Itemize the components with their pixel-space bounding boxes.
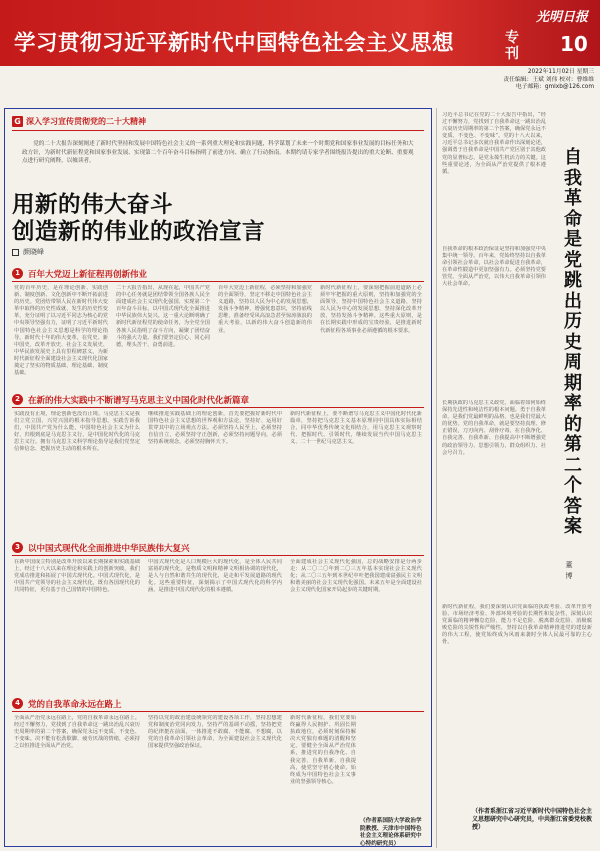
side-article-author: 董 博 [565,561,573,580]
section-rule-3 [12,555,424,556]
side-article-title: 自我革命是党跳出历史周期率的第二个答案 [564,147,582,537]
edition-email: 电子邮箱：gmlxb@126.com [515,84,594,90]
section-heading-4 [12,697,424,710]
section-number-3: 3 [12,542,23,553]
section-tag-label: 深入学习宣传贯彻党的二十大精神 [26,116,146,126]
section-title-2: 在新的伟大实践中不断谱写马克思主义中国化时代化新篇章 [28,395,250,406]
side-body-column: 新时代新征程，我们要深刻认识党面临的执政考验、改革开放考验、市场经济考验、外部环境考验的长期性和复杂性，深刻认识党面临的精神懈怠危险、能力不足危险、脱离群众危险、消极腐败危险的尖锐性和严峻性，坚持以自我革命精神推进党的建设新的伟大工程，使党始终成为风雨来袭时全体人民最可靠的主心骨。 [442,604,592,646]
section-tag-rule [12,130,424,131]
headline-line-1: 用新的伟大奋斗 [12,192,174,218]
section-title-4: 党的自我革命永远在路上 [28,699,122,710]
body-column: 继续推进实践基础上的理论创新，首先要把握好新时代中国特色社会主义思想的世界观和方法论，坚持好、运用好贯穿其中的立场观点方法。必须坚持人民至上，必须坚持自信自立，必须坚持守正创新，必须坚持问题导向，必须坚持系统观念，必须坚持胸怀天下。 [148,411,282,446]
body-column: 新时代新征程上，要深刻把握前进道路上必须牢牢把握的重大原则，坚持和加强党的全面领导，坚持中国特色社会主义道路，坚持以人民为中心的发展思想，坚持深化改革开放，坚持发扬斗争精神。这些重大原则，是在长期实践中形成的宝贵经验，是推进新时代新征程各项事业必须遵循的根本要求。 [320,285,422,334]
section-title-1: 百年大党迈上新征程再创新伟业 [28,269,148,280]
banner-title: 学习贯彻习近平新时代中国特色社会主义思想 [14,31,455,56]
section-heading-3 [12,541,424,554]
byline-box-icon [12,249,19,256]
section-heading-1 [12,267,424,280]
section-rule-2 [12,407,424,408]
section-title-3: 以中国式现代化全面推进中华民族伟大复兴 [28,543,190,554]
newspaper-logo: 光明日报 [536,10,589,25]
section-tag [12,114,146,128]
section-tag-icon: G [12,116,23,127]
body-column: 在新中国成立特别是改革开放以来长期探索和实践基础上，经过十八大以来在理论和实践上的创新突破，我们党成功推进和拓展了中国式现代化。中国式现代化，是中国共产党领导的社会主义现代化，既有各国现代化的共同特征，更有基于自己国情的中国特色。 [14,559,140,594]
body-column: 新时代新征程上，要不断谱写马克思主义中国化时代化新篇章，坚持把马克思主义基本原理同中国具体实际相结合、同中华优秀传统文化相结合，用马克思主义观察时代、把握时代、引领时代，继续发展当代中国马克思主义、二十一世纪马克思主义。 [290,411,422,446]
section-number-4: 4 [12,698,23,709]
banner [0,0,600,66]
body-column: 新时代新征程，我们党要始终赢得人民拥护、巩固长期执政地位，必须时刻保持解决大党独有难题的清醒和坚定。要健全全面从严治党体系，推进党的自我净化、自我完善、自我革新、自我提高，使党坚守初心使命，始终成为中国特色社会主义事业的坚强领导核心。 [290,715,356,785]
body-column: 全面建成社会主义现代化强国，总的战略安排是分两步走：从二〇二〇年到二〇三五年基本实现社会主义现代化；从二〇三五年到本世纪中叶把我国建成富强民主文明和谐美丽的社会主义现代化强国。未来五年是全面建设社会主义现代化国家开局起步的关键时期。 [290,559,422,594]
author-byline [12,247,44,257]
body-column: 党的百年历史，是在理论创新、实践创新、制度创新、文化创新中不断开拓前进的历史。党团结带领人民在新时代伟大变革中取得的历史性成就、发生的历史性变革，充分证明了以习近平同志为核心的党中央领导坚强有力，证明了习近平新时代中国特色社会主义思想是科学的理论指导。新时代十年的伟大变革，在党史、新中国史、改革开放史、社会主义发展史、中华民族发展史上具有里程碑意义，为新时代新征程全面建设社会主义现代化国家奠定了坚实的物质基础、理论基础、制度基础。 [14,285,108,377]
edition-editors: 责任编辑：王斌 刘伟 校对：曹维维 [503,76,594,83]
section-rule-1 [12,281,424,282]
side-body-column: 自我革命的根本政治保证是坚持和加强党中央集中统一领导。百年来，党始终坚持以自我革命引领社会革命，以社会革命促进自我革命，在革命性锻造中更加坚强有力。必须坚持党要管党、全面从严治党，以伟大自我革命引领伟大社会革命。 [442,246,546,288]
side-article-author-note: （作者系浙江省习近平新时代中国特色社会主义思想研究中心研究员，中共浙江省委党校教授） [472,808,593,831]
author-note-box: （作者系国防大学政治学院教授、天津市中国特色社会主义理论体系研究中心特约研究员） [360,818,422,847]
section-heading-2 [12,393,424,406]
side-body-column: 习近平总书记在党的二十大报告中指出，“经过不懈努力，党找到了自我革命这一跳出治乱兴衰历史周期率的第二个答案，确保党永远不变质、不变色、不变味”。党的十八大以来，习近平总书记多次就自我革命作出深刻论述，强调勇于自我革命是中国共产党区别于其他政党的显著标志，是党永葆生机活力的关键。这些重要论述，为全面从严治党提供了根本遵循。 [442,112,546,175]
column-divider [436,108,437,848]
headline-line-2: 创造新的伟业的政治宣言 [12,219,266,245]
side-body-column: 长期执政的马克思主义政党，面临着如何始终保持先进性和纯洁性的根本问题。勇于自我革命，是我们党最鲜明的品格，也是我们党最大的优势。党的自我革命，就是要坚持真理、修正错误，刀刃向内、刮骨疗毒，在自我净化、自我完善、自我革新、自我提高中不断增强党的政治领导力、思想引领力、群众组织力、社会号召力。 [442,400,546,456]
body-column: 全面从严治党永远在路上，党的自我革命永远在路上。经过不懈努力，党找到了自我革命这一跳出治乱兴衰历史周期率的第二个答案，确保党永远不变质、不变色、不变味。决不能有松劲歇脚、疲劳厌战的情绪，必须持之以恒推进全面从严治党。 [14,715,140,750]
author-name: 颜晓峰 [23,248,44,256]
body-column: 二十大报告指出，从现在起，中国共产党的中心任务就是团结带领全国各族人民全面建成社会主义现代化强国、实现第二个百年奋斗目标，以中国式现代化全面推进中华民族伟大复兴。这一重大论断明确了新时代新征程党的使命任务，为全党全国各族人民指明了奋斗方向，凝聚了团结奋斗的强大力量。我们要坚定信心、同心同德，埋头苦干、奋勇前进。 [116,285,210,348]
section-rule-4 [12,711,424,712]
edition-meta [422,69,594,92]
banner-special-label: 专刊 [505,30,519,62]
edition-date: 2022年11月02日 星期三 [527,69,594,75]
body-column: 坚持以党的政治建设统领党的建设各项工作，坚持思想建党和制度治党同向发力，坚持严的基调不动摇，坚持把党的纪律挺在前面，一体推进不敢腐、不能腐、不想腐，以党的自我革命引领社会革命，为全面建设社会主义现代化国家提供坚强政治保证。 [148,715,282,750]
body-column: 实践没有止境，理论创新也没有止境。马克思主义是我们立党立国、兴党兴国的根本指导思想。实践告诉我们，中国共产党为什么能，中国特色社会主义为什么好，归根到底是马克思主义行，是中国化时代化的马克思主义行。拥有马克思主义科学理论指导是我们党坚定信仰信念、把握历史主动的根本所在。 [14,411,140,453]
section-number-1: 1 [12,268,23,279]
body-column: 中国式现代化是人口规模巨大的现代化，是全体人民共同富裕的现代化，是物质文明和精神文明相协调的现代化，是人与自然和谐共生的现代化，是走和平发展道路的现代化。这些重要特征，深刻揭示了中国式现代化的科学内涵，是推进中国式现代化的根本遵循。 [148,559,282,594]
page-number: 10 [560,32,588,56]
section-number-2: 2 [12,394,23,405]
body-column: 百年大党迈上新征程，必须坚持和加强党的全面领导，坚定不移走中国特色社会主义道路，坚持以人民为中心的发展思想，发扬斗争精神，增强忧患意识，坚持底线思维，准备经受风高浪急甚至惊涛骇浪的重大考验，以新的伟大奋斗创造新的伟业。 [218,285,312,334]
lead-paragraph: 党的二十大报告深刻阐述了新时代坚持和发展中国特色社会主义的一系列重大理论和实践问题，科学谋划了未来一个时期党和国家事业发展的目标任务和大政方针，为新时代新征程党和国家事业发展、实现第二个百年奋斗目标指明了前进方向、确立了行动指南。本期约请专家学者围绕报告提出的重大论断、重要观点进行研究阐释，以飨读者。 [22,141,414,165]
